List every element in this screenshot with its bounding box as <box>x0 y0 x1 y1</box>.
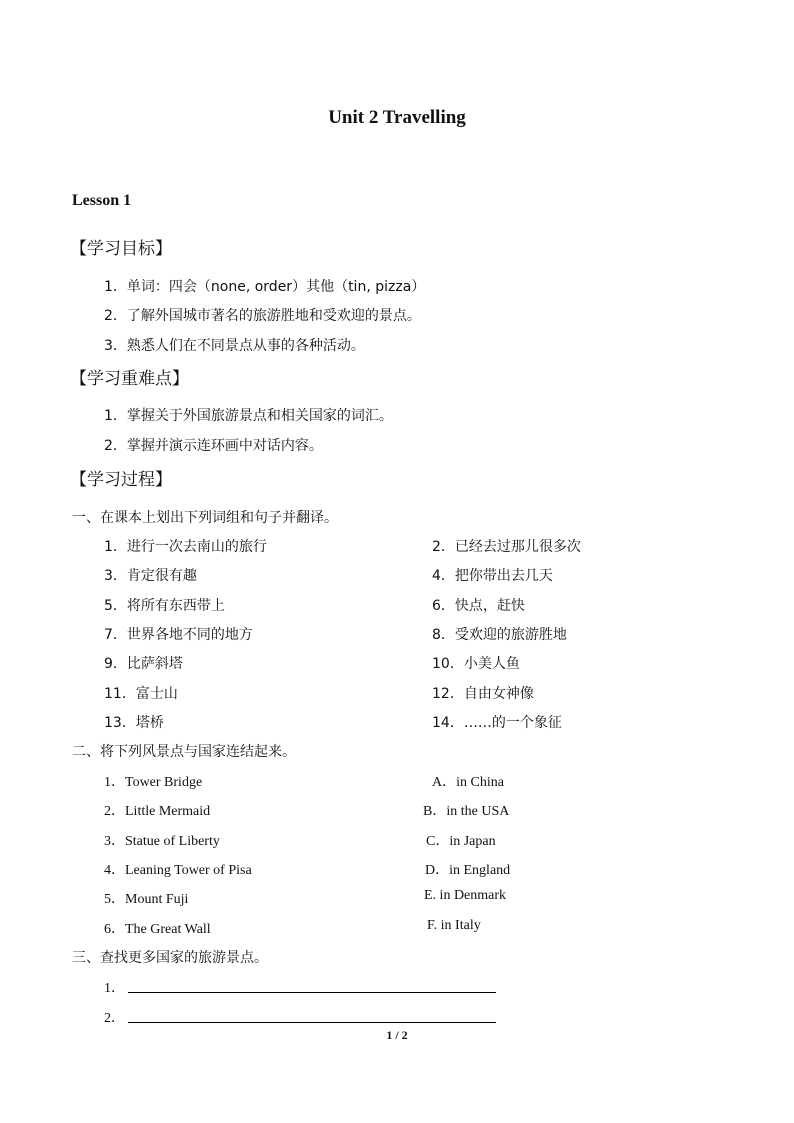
phrase-item: 3．肯定很有趣 <box>104 568 197 584</box>
process-heading: 【学习过程】 <box>70 470 172 490</box>
goal-item: 1．单词：四会（none, order）其他（tin, pizza） <box>104 279 426 295</box>
phrase-item: 12．自由女神像 <box>432 686 534 702</box>
goal-item: 3．熟悉人们在不同景点从事的各种活动。 <box>104 338 365 354</box>
phrase-item: 14．……的一个象征 <box>432 715 562 731</box>
blank-number: 2． <box>104 1011 125 1026</box>
sight-item: 2．Little Mermaid <box>104 804 211 819</box>
country-item: F. in Italy <box>427 918 481 933</box>
sight-item: 3．Statue of Liberty <box>104 834 220 849</box>
key-point-item: 1．掌握关于外国旅游景点和相关国家的词汇。 <box>104 408 393 424</box>
answer-blank-line[interactable] <box>128 992 496 993</box>
key-points-heading: 【学习重难点】 <box>70 369 189 389</box>
phrase-item: 4．把你带出去几天 <box>432 568 553 584</box>
sight-item: 6．The Great Wall <box>104 922 211 937</box>
sight-item: 1．Tower Bridge <box>104 775 203 790</box>
goals-heading: 【学习目标】 <box>70 239 172 259</box>
phrase-item: 1．进行一次去南山的旅行 <box>104 539 267 555</box>
sight-item: 4．Leaning Tower of Pisa <box>104 863 252 878</box>
phrase-item: 2．已经去过那儿很多次 <box>432 539 581 555</box>
phrase-item: 5．将所有东西带上 <box>104 598 225 614</box>
lesson-heading: Lesson 1 <box>72 192 132 209</box>
sight-item: 5．Mount Fuji <box>104 892 189 907</box>
answer-blank-line[interactable] <box>128 1022 496 1023</box>
phrase-item: 9．比萨斜塔 <box>104 656 183 672</box>
part1-heading: 一、在课本上划出下列词组和句子并翻译。 <box>72 510 338 526</box>
part2-heading: 二、将下列风景点与国家连结起来。 <box>72 744 296 760</box>
country-item: A．in China <box>432 775 504 790</box>
goal-item: 2．了解外国城市著名的旅游胜地和受欢迎的景点。 <box>104 308 421 324</box>
page-title: Unit 2 Travelling <box>328 107 466 128</box>
phrase-item: 10．小美人鱼 <box>432 656 520 672</box>
page-number: 1 / 2 <box>386 1028 408 1042</box>
phrase-item: 13．塔桥 <box>104 715 164 731</box>
country-item: C．in Japan <box>426 834 496 849</box>
country-item: E. in Denmark <box>424 888 507 903</box>
phrase-item: 11．富士山 <box>104 686 178 702</box>
phrase-item: 8．受欢迎的旅游胜地 <box>432 627 567 643</box>
country-item: B．in the USA <box>423 804 510 819</box>
key-point-item: 2．掌握并演示连环画中对话内容。 <box>104 438 323 454</box>
country-item: D．in England <box>425 863 511 878</box>
blank-number: 1． <box>104 981 125 996</box>
part3-heading: 三、查找更多国家的旅游景点。 <box>72 950 268 966</box>
phrase-item: 6．快点，赶快 <box>432 598 525 614</box>
phrase-item: 7．世界各地不同的地方 <box>104 627 253 643</box>
